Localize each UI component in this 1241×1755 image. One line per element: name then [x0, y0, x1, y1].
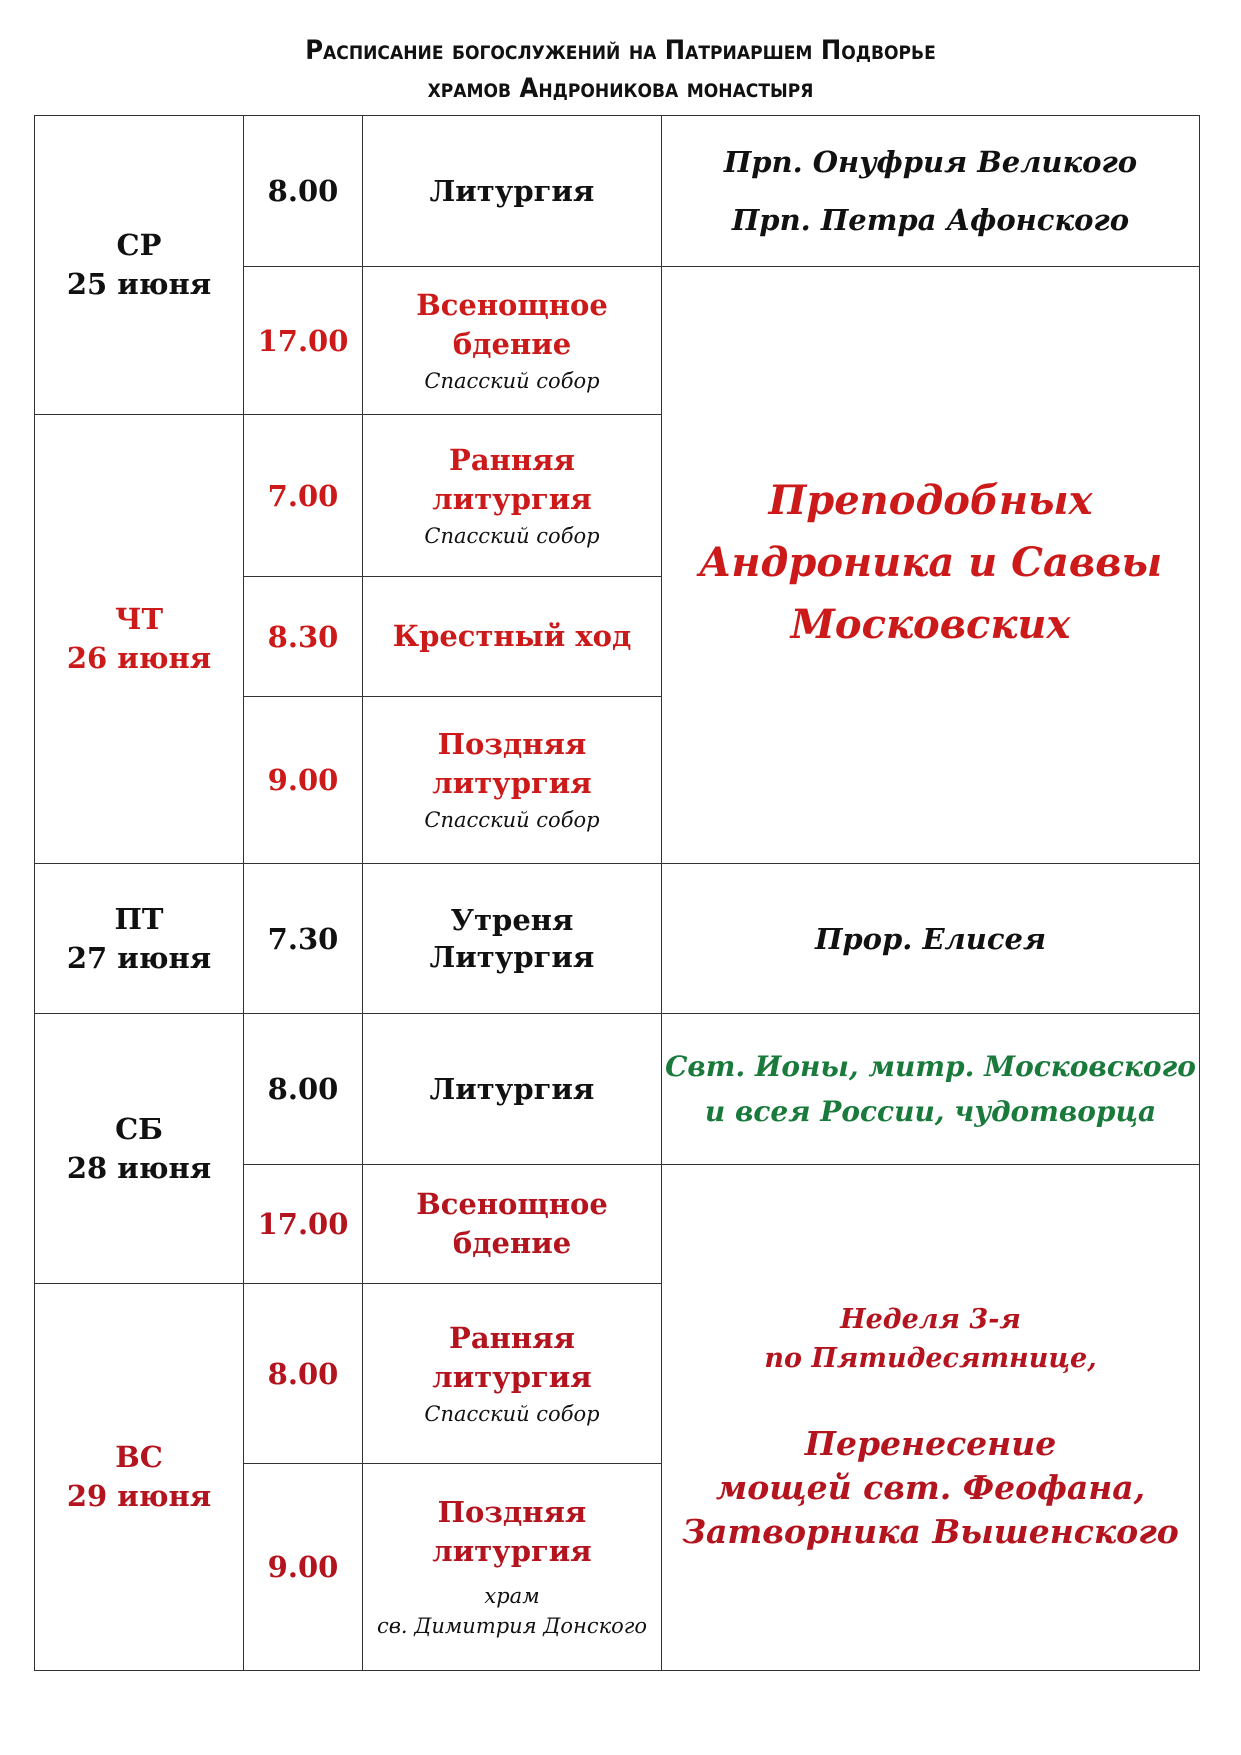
time-cell — [243, 115, 363, 267]
service-name: литургия — [432, 1359, 592, 1394]
feast-cell — [661, 115, 1200, 267]
feast-cell — [661, 1164, 1200, 1671]
service-location: Спасский собор — [424, 523, 600, 548]
service-name: Утреня — [450, 902, 574, 937]
service-cell — [362, 1283, 662, 1464]
feast-line: Московских — [790, 601, 1071, 648]
service-time: 9.00 — [267, 763, 339, 797]
service-name: Всенощное — [416, 1187, 608, 1221]
service-cell — [362, 1164, 662, 1284]
day-date: 28 июня — [66, 1150, 212, 1185]
service-name: бдение — [452, 326, 572, 361]
feast-cell — [661, 863, 1200, 1014]
service-cell — [362, 1013, 662, 1165]
day-cell-sun — [34, 1283, 244, 1671]
time-cell — [243, 696, 363, 864]
feast-line: Андроника и Саввы — [698, 539, 1163, 586]
service-name: Всенощное — [416, 287, 608, 322]
day-name: СБ — [115, 1111, 163, 1146]
day-name: ЧТ — [114, 602, 164, 636]
feast-line: Прп. Петра Афонского — [731, 203, 1130, 237]
time-cell — [243, 1283, 363, 1464]
day-name: СР — [116, 228, 162, 262]
time-cell — [243, 576, 363, 697]
service-cell — [362, 266, 662, 415]
day-date: 27 июня — [66, 940, 212, 975]
feast-cell — [661, 266, 1200, 864]
feast-line: мощей свт. Феофана, — [715, 1468, 1146, 1507]
service-time: 7.30 — [267, 921, 339, 956]
time-cell — [243, 266, 363, 415]
service-time: 8.00 — [267, 1356, 339, 1391]
service-location: Спасский собор — [424, 368, 600, 393]
service-cell — [362, 115, 662, 267]
service-time: 17.00 — [257, 1207, 349, 1241]
service-cell — [362, 863, 662, 1014]
service-cell — [362, 576, 662, 697]
day-name: ВС — [115, 1440, 163, 1474]
feast-line: Перенесение — [804, 1424, 1057, 1463]
day-cell-thu — [34, 414, 244, 864]
time-cell — [243, 863, 363, 1014]
day-date: 29 июня — [66, 1479, 212, 1513]
feast-line: Прор. Елисея — [814, 921, 1047, 956]
service-time: 9.00 — [267, 1550, 339, 1584]
service-location: св. Димитрия Донского — [376, 1614, 648, 1638]
page-subtitle: храмов Андроникова монастыря — [427, 73, 814, 104]
feast-line: Прп. Онуфрия Великого — [723, 145, 1138, 179]
day-cell-fri — [34, 863, 244, 1014]
service-name: литургия — [432, 481, 592, 516]
day-date: 25 июня — [66, 267, 212, 301]
service-name: бдение — [452, 1226, 572, 1260]
service-time: 17.00 — [257, 323, 349, 358]
service-time: 8.00 — [267, 174, 339, 208]
service-location: храм — [484, 1584, 540, 1608]
service-name: Ранняя — [449, 442, 575, 477]
service-name: Поздняя — [437, 727, 587, 761]
time-cell — [243, 1463, 363, 1671]
service-cell — [362, 1463, 662, 1671]
service-name: Крестный ход — [392, 619, 632, 653]
service-name: Поздняя — [437, 1495, 587, 1529]
service-time: 8.00 — [267, 1072, 339, 1106]
service-name: литургия — [432, 766, 592, 800]
feast-line: Преподобных — [768, 477, 1093, 524]
service-time: 7.00 — [267, 478, 339, 513]
service-name: Литургия — [429, 939, 595, 974]
feast-line: Свт. Ионы, митр. Московского — [665, 1050, 1196, 1083]
service-name: Ранняя — [449, 1320, 575, 1355]
day-cell-wed — [34, 115, 244, 415]
time-cell — [243, 414, 363, 577]
day-cell-sat — [34, 1013, 244, 1284]
feast-line: Неделя 3-я — [840, 1304, 1021, 1335]
feast-cell — [661, 1013, 1200, 1165]
time-cell — [243, 1164, 363, 1284]
service-location: Спасский собор — [424, 1401, 600, 1426]
time-cell — [243, 1013, 363, 1165]
feast-line: по Пятидесятнице, — [764, 1343, 1097, 1374]
day-name: ПТ — [114, 901, 164, 936]
service-name: Литургия — [429, 1071, 595, 1106]
service-name: Литургия — [429, 173, 595, 208]
feast-line: и всея России, чудотворца — [704, 1095, 1157, 1128]
service-cell — [362, 414, 662, 577]
service-location: Спасский собор — [424, 808, 600, 832]
feast-line: Затворника Вышенского — [682, 1512, 1179, 1551]
service-cell — [362, 696, 662, 864]
page-title: Расписание богослужений на Патриаршем Подворье — [305, 35, 936, 66]
service-time: 8.30 — [267, 619, 339, 654]
service-name: литургия — [432, 1534, 592, 1568]
day-date: 26 июня — [66, 641, 212, 675]
